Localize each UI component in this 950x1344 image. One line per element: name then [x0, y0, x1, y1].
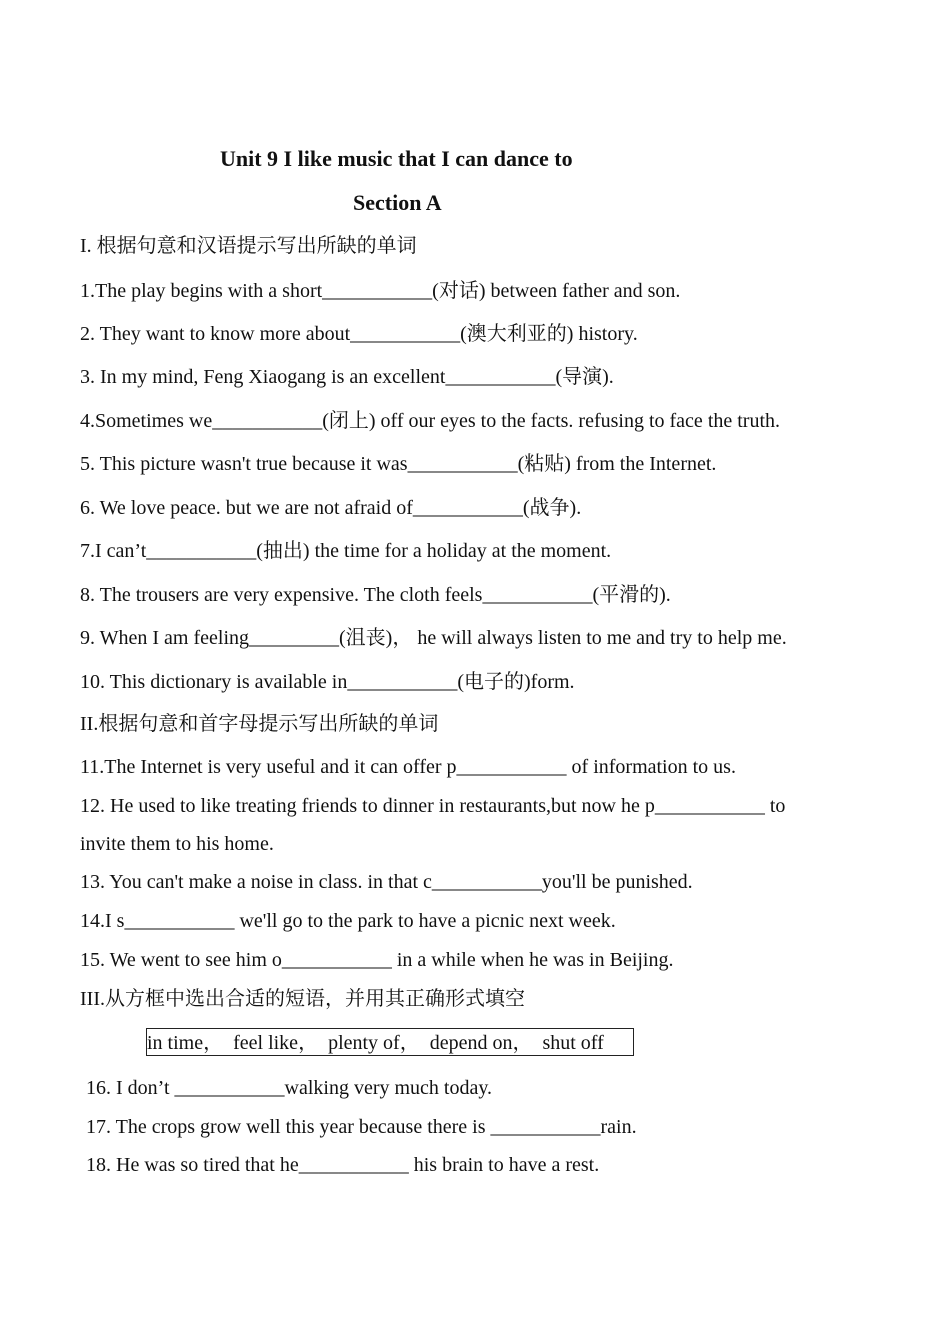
question-8: 8. The trousers are very expensive. The cloth feels___________(平滑的).	[80, 584, 671, 606]
question-3: 3. In my mind, Feng Xiaogang is an excellent___________(导演).	[80, 366, 614, 388]
section-title: Section A	[353, 190, 442, 215]
question-10: 10. This dictionary is available in___________(电子的)form.	[80, 671, 575, 693]
question-4: 4.Sometimes we___________(闭上) off our eyes to the facts. refusing to face the truth.	[80, 410, 781, 432]
question-1: 1.The play begins with a short___________(对话) between father and son.	[80, 280, 681, 302]
question-12: 12. He used to like treating friends to dinner in restaurants,but now he p___________ to	[80, 795, 786, 817]
part2-heading: II.根据句意和首字母提示写出所缺的单词	[80, 713, 439, 735]
question-16: 16. I don’t ___________walking very much today.	[86, 1077, 493, 1099]
question-18: 18. He was so tired that he___________ his brain to have a rest.	[86, 1154, 600, 1176]
question-14: 14.I s___________ we'll go to the park to have a picnic next week.	[80, 910, 616, 932]
question-17: 17. The crops grow well this year because there is ___________rain.	[86, 1116, 637, 1138]
question-7: 7.I can’t___________(抽出) the time for a holiday at the moment.	[80, 540, 612, 562]
page-title: Unit 9 I like music that I can dance to	[220, 146, 573, 171]
question-13: 13. You can't make a noise in class. in that c___________you'll be punished.	[80, 871, 693, 893]
phrase-box: in time， feel like， plenty of， depend on， shut off	[146, 1028, 634, 1056]
question-5: 5. This picture wasn't true because it was___________(粘贴) from the Internet.	[80, 453, 717, 475]
question-12-continued: invite them to his home.	[80, 833, 274, 855]
question-6: 6. We love peace. but we are not afraid of___________(战争).	[80, 497, 582, 519]
question-15: 15. We went to see him o___________ in a while when he was in Beijing.	[80, 949, 674, 971]
question-11: 11.The Internet is very useful and it can offer p___________ of information to us.	[80, 756, 736, 778]
part1-heading: I. 根据句意和汉语提示写出所缺的单词	[80, 235, 417, 257]
question-9: 9. When I am feeling_________(沮丧)， he will always listen to me and try to help me.	[80, 627, 787, 649]
question-2: 2. They want to know more about___________(澳大利亚的) history.	[80, 323, 638, 345]
part3-heading: III.从方框中选出合适的短语，并用其正确形式填空	[80, 988, 525, 1010]
